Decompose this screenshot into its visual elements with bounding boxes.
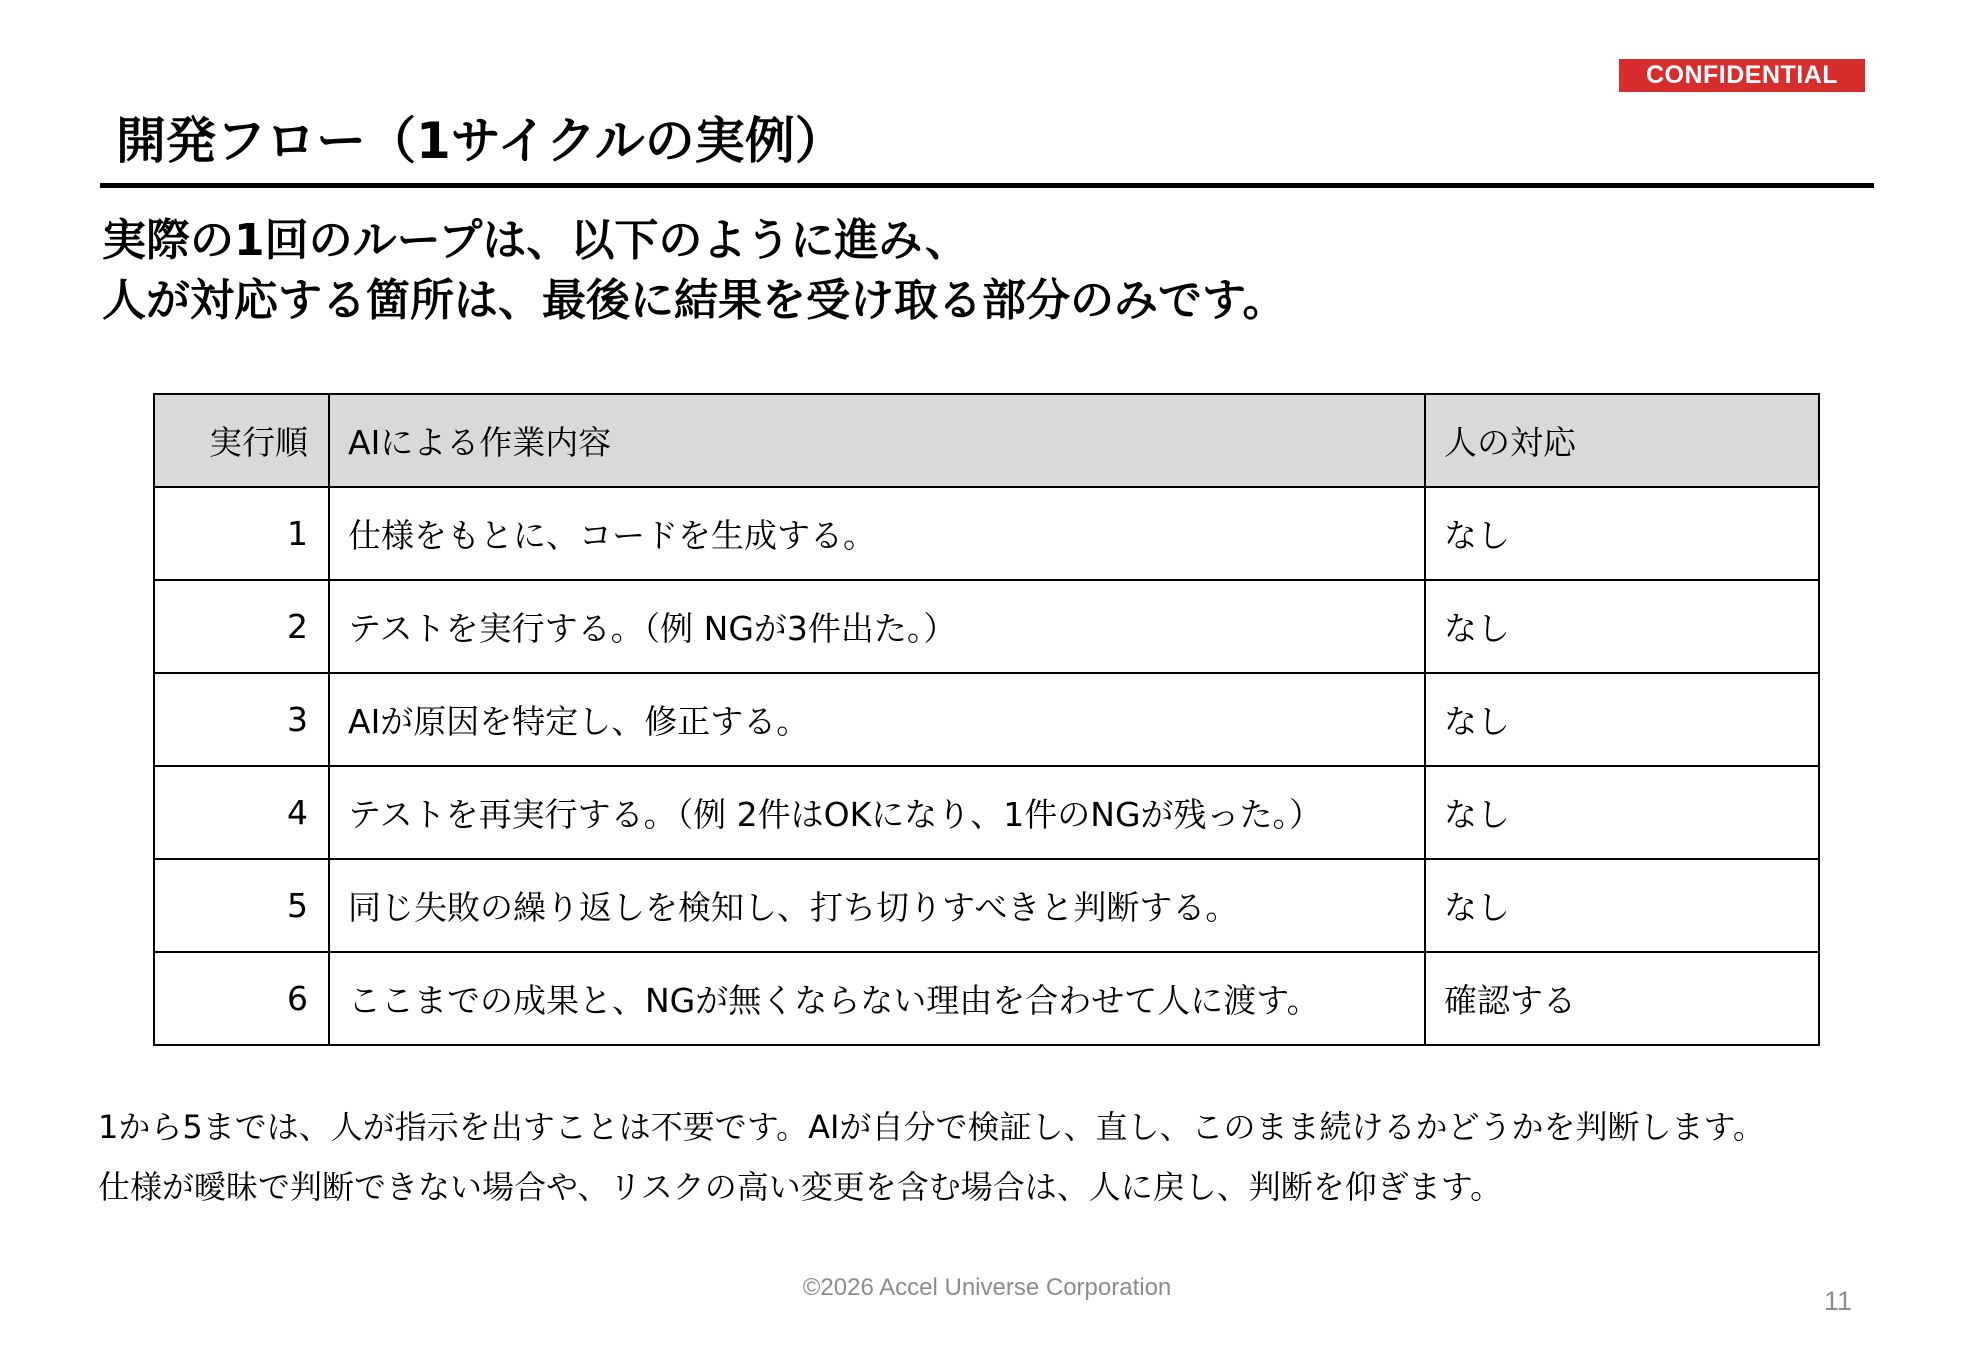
human-action: なし: [1425, 487, 1819, 580]
ai-task: 同じ失敗の繰り返しを検知し、打ち切りすべきと判断する。: [329, 859, 1425, 952]
lead-line-1: 実際の1回のループは、以下のように進み、: [102, 215, 970, 266]
lead-text: [102, 211, 1286, 331]
table-row: [154, 766, 1819, 859]
step-number: 4: [154, 766, 329, 859]
ai-task: ここまでの成果と、NGが無くならない理由を合わせて人に渡す。: [329, 952, 1425, 1045]
table-header-row: [154, 394, 1819, 487]
flow-table: [153, 393, 1820, 1046]
table-row: [154, 487, 1819, 580]
human-action: なし: [1425, 766, 1819, 859]
ai-task: テストを実行する。（例 NGが3件出た。）: [329, 580, 1425, 673]
note-line-2: 仕様が曖昧で判断できない場合や、リスクの高い変更を含む場合は、人に戻し、判断を仰ぎます。: [98, 1168, 1503, 1206]
ai-task: AIが原因を特定し、修正する。: [329, 673, 1425, 766]
ai-task: テストを再実行する。（例 2件はOKになり、1件のNGが残った。）: [329, 766, 1425, 859]
human-action: なし: [1425, 673, 1819, 766]
page-title: 開発フロー（1サイクルの実例）: [116, 112, 845, 170]
header-order: 実行順: [154, 394, 329, 487]
step-number: 5: [154, 859, 329, 952]
table-row: [154, 952, 1819, 1045]
notes: [98, 1097, 1765, 1217]
step-number: 6: [154, 952, 329, 1045]
lead-line-2: 人が対応する箇所は、最後に結果を受け取る部分のみです。: [102, 275, 1287, 326]
human-action: なし: [1425, 859, 1819, 952]
page-number: 11: [1823, 1286, 1852, 1316]
title-divider: [100, 183, 1874, 188]
table-row: [154, 580, 1819, 673]
human-action: 確認する: [1425, 952, 1819, 1045]
header-ai-task: AIによる作業内容: [329, 394, 1425, 487]
table-row: [154, 673, 1819, 766]
note-line-1: 1から5までは、人が指示を出すことは不要です。AIが自分で検証し、直し、このまま続けるかどうかを判断します。: [98, 1108, 1765, 1146]
table-row: [154, 859, 1819, 952]
step-number: 1: [154, 487, 329, 580]
human-action: なし: [1425, 580, 1819, 673]
step-number: 2: [154, 580, 329, 673]
step-number: 3: [154, 673, 329, 766]
confidential-badge: CONFIDENTIAL: [1619, 59, 1865, 92]
ai-task: 仕様をもとに、コードを生成する。: [329, 487, 1425, 580]
copyright-footer: ©2026 Accel Universe Corporation: [802, 1274, 1172, 1301]
header-human-action: 人の対応: [1425, 394, 1819, 487]
